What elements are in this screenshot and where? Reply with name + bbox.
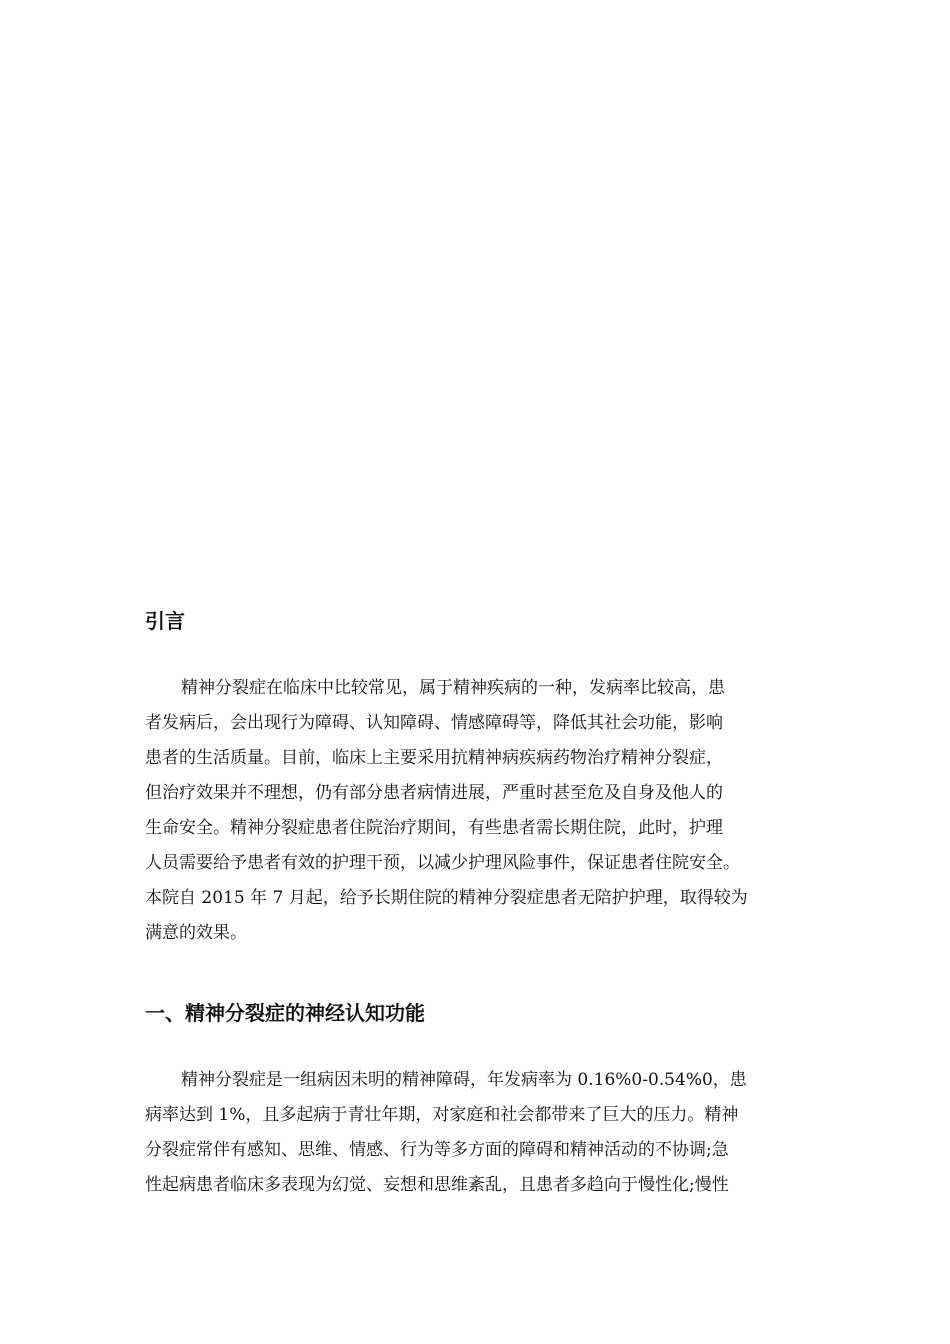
section-one-line: 病率达到 1%，且多起病于青壮年期，对家庭和社会都带来了巨大的压力。精神 [145,1105,739,1125]
intro-line: 本院自 2015 年 7 月起，给予长期住院的精神分裂症患者无陪护护理，取得较为 [145,888,748,908]
intro-line: 生命安全。精神分裂症患者住院治疗期间，有些患者需长期住院，此时，护理 [145,818,723,838]
intro-line: 者发病后，会出现行为障碍、认知障碍、情感障碍等，降低其社会功能，影响 [145,713,723,733]
section-heading-intro: 引言 [145,609,185,633]
intro-line: 人员需要给予患者有效的护理干预，以减少护理风险事件，保证患者住院安全。 [145,853,740,873]
section-one-line: 分裂症常伴有感知、思维、情感、行为等多方面的障碍和精神活动的不协调;急 [145,1140,729,1160]
section-heading-one: 一、精神分裂症的神经认知功能 [145,1001,425,1025]
section-one-line: 精神分裂症是一组病因未明的精神障碍，年发病率为 0.16%0-0.54%0，患 [181,1070,747,1090]
intro-line: 患者的生活质量。目前，临床上主要采用抗精神病疾病药物治疗精神分裂症， [145,748,723,768]
intro-line: 精神分裂症在临床中比较常见，属于精神疾病的一种，发病率比较高，患 [181,678,725,698]
intro-line: 满意的效果。 [145,923,247,943]
intro-line: 但治疗效果并不理想，仍有部分患者病情进展，严重时甚至危及自身及他人的 [145,783,723,803]
section-one-line: 性起病患者临床多表现为幻觉、妄想和思维紊乱，且患者多趋向于慢性化;慢性 [145,1175,729,1195]
